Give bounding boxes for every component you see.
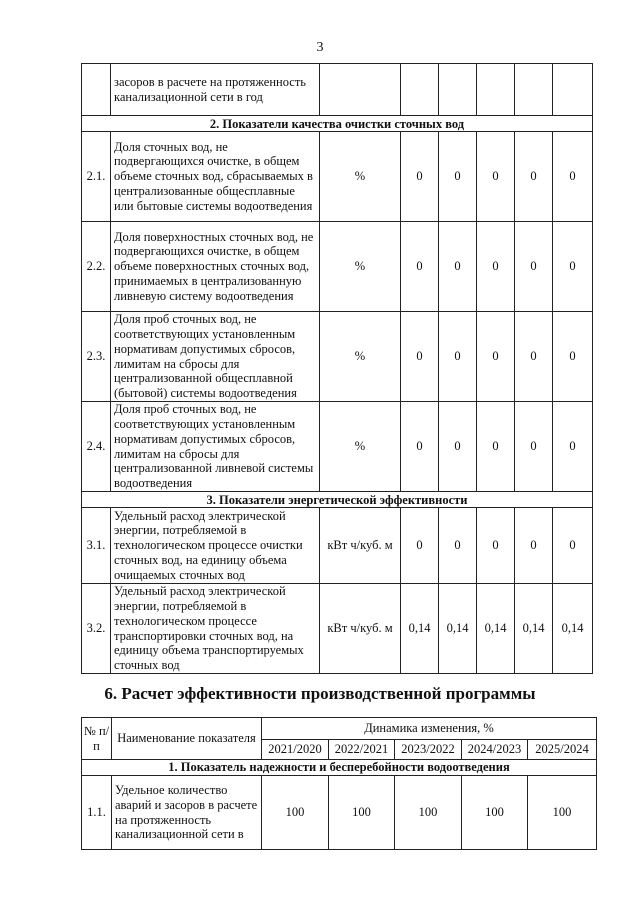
row-number-cell: 3.1. <box>82 508 111 584</box>
unit-cell: кВт ч/куб. м <box>320 584 401 674</box>
table-row <box>82 776 597 850</box>
year-header: 2024/2023 <box>462 740 528 760</box>
indicator-name-cell: Доля поверхностных сточных вод, не подвергающихся очистке, в общем объеме поверхностных сточных вод, принимаемых в централизованную ливневую систему водоотведения <box>111 222 320 312</box>
value-cell: 0 <box>401 132 439 222</box>
indicator-name-cell: Доля сточных вод, не подвергающихся очистке, в общем объеме сточных вод, сбрасываемых в централизованные общесплавные или бытовые системы водоотведения <box>111 132 320 222</box>
row-number-cell: 2.1. <box>82 132 111 222</box>
value-cell: 0 <box>401 312 439 402</box>
section-title: 3. Показатели энергетической эффективности <box>82 492 593 508</box>
section-header-row <box>82 492 593 508</box>
section-title: 2. Показатели качества очистки сточных вод <box>82 116 593 132</box>
indicator-name-cell: Удельный расход электрической энергии, потребляемой в технологическом процессе очистки сточных вод, на единицу объема очищаемых сточных вод <box>111 508 320 584</box>
table-row <box>82 132 593 222</box>
value-cell: 0,14 <box>401 584 439 674</box>
value-cell <box>553 64 593 116</box>
value-cell: 0 <box>553 132 593 222</box>
section-header-row <box>82 116 593 132</box>
value-cell <box>515 64 553 116</box>
name-column-header: Наименование показателя <box>112 718 262 760</box>
value-cell: 0 <box>439 312 477 402</box>
value-cell: 0 <box>439 222 477 312</box>
value-cell: 0 <box>515 312 553 402</box>
value-cell: 0 <box>439 508 477 584</box>
value-cell: 0 <box>553 508 593 584</box>
value-cell: 0 <box>515 508 553 584</box>
value-cell: 0 <box>477 508 515 584</box>
table-row <box>82 222 593 312</box>
value-cell: 0 <box>401 508 439 584</box>
value-cell: 0 <box>477 402 515 492</box>
indicators-table <box>81 63 593 674</box>
dynamics-column-header: Динамика изменения, % <box>262 718 597 740</box>
value-cell: 100 <box>528 776 597 850</box>
value-cell: 0 <box>401 222 439 312</box>
value-cell: 0,14 <box>439 584 477 674</box>
value-cell <box>401 64 439 116</box>
row-number-cell <box>82 64 111 116</box>
indicator-name-cell: Доля проб сточных вод, не соответствующих установленным нормативам допустимых сбросов, лимитам на сбросы для централизованной общесплавной (бытовой) системы водоотведения <box>111 312 320 402</box>
unit-cell <box>320 64 401 116</box>
number-column-header: № п/п <box>82 718 112 760</box>
section-title: 1. Показатель надежности и бесперебойности водоотведения <box>82 760 597 776</box>
value-cell: 0,14 <box>553 584 593 674</box>
value-cell: 100 <box>329 776 395 850</box>
value-cell: 0 <box>439 132 477 222</box>
indicator-name-cell: Удельное количество аварий и засоров в расчете на протяженность канализационной сети в <box>112 776 262 850</box>
year-header: 2025/2024 <box>528 740 597 760</box>
value-cell: 0 <box>477 312 515 402</box>
unit-cell: кВт ч/куб. м <box>320 508 401 584</box>
indicator-name-cell: засоров в расчете на протяженность канализационной сети в год <box>111 64 320 116</box>
row-number-cell: 2.3. <box>82 312 111 402</box>
value-cell <box>439 64 477 116</box>
value-cell: 0 <box>553 402 593 492</box>
value-cell: 100 <box>462 776 528 850</box>
year-header: 2021/2020 <box>262 740 329 760</box>
value-cell: 0 <box>477 222 515 312</box>
table-row <box>82 584 593 674</box>
header-row <box>82 718 597 740</box>
value-cell: 100 <box>262 776 329 850</box>
efficiency-table <box>81 717 597 850</box>
unit-cell: % <box>320 222 401 312</box>
value-cell: 0,14 <box>477 584 515 674</box>
year-header: 2022/2021 <box>329 740 395 760</box>
unit-cell: % <box>320 132 401 222</box>
page-number: 3 <box>316 40 324 55</box>
value-cell: 0 <box>515 132 553 222</box>
table-row <box>82 402 593 492</box>
value-cell: 100 <box>395 776 462 850</box>
indicator-name-cell: Доля проб сточных вод, не соответствующих установленным нормативам допустимых сбросов, лимитам на сбросы для централизованной ливневой системы водоотведения <box>111 402 320 492</box>
unit-cell: % <box>320 312 401 402</box>
value-cell: 0 <box>515 222 553 312</box>
row-number-cell: 2.2. <box>82 222 111 312</box>
value-cell: 0 <box>553 222 593 312</box>
section-heading: 6. Расчет эффективности производственной программы <box>104 684 536 703</box>
table-row <box>82 508 593 584</box>
value-cell: 0,14 <box>515 584 553 674</box>
indicator-name-cell: Удельный расход электрической энергии, потребляемой в технологическом процессе транспортировки сточных вод, на единицу объема транспортируемых сточных вод <box>111 584 320 674</box>
table-row <box>82 312 593 402</box>
value-cell: 0 <box>553 312 593 402</box>
value-cell: 0 <box>477 132 515 222</box>
unit-cell: % <box>320 402 401 492</box>
value-cell: 0 <box>439 402 477 492</box>
value-cell: 0 <box>401 402 439 492</box>
row-number-cell: 2.4. <box>82 402 111 492</box>
section-header-row <box>82 760 597 776</box>
table-row <box>82 64 593 116</box>
row-number-cell: 3.2. <box>82 584 111 674</box>
year-header: 2023/2022 <box>395 740 462 760</box>
value-cell <box>477 64 515 116</box>
value-cell: 0 <box>515 402 553 492</box>
row-number-cell: 1.1. <box>82 776 112 850</box>
